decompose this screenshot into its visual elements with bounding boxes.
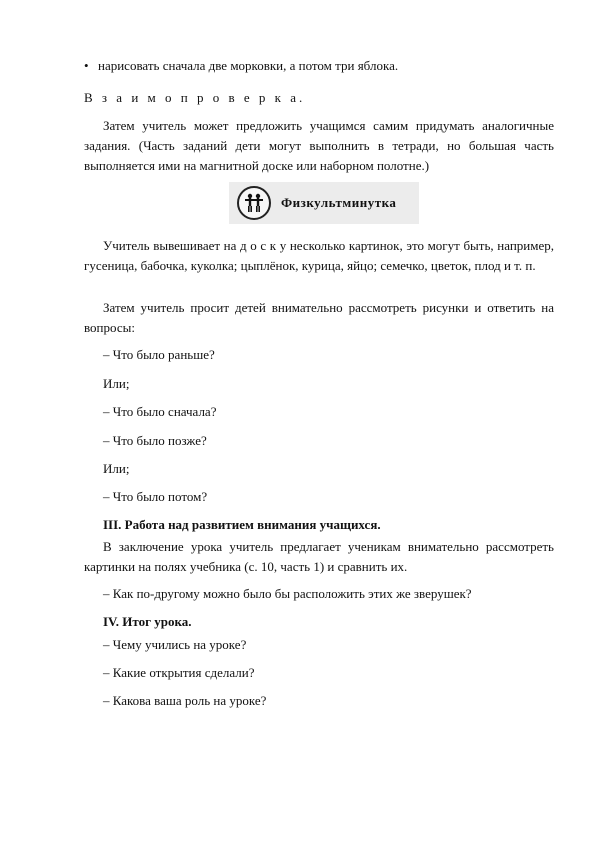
bullet-item [84,56,554,76]
physical-exercise-banner [229,182,419,224]
question-2: – Что было сначала? [103,404,217,419]
question-6: – Чему учились на уроке? [103,637,247,652]
bullet-dot: • [84,58,89,73]
bullet-text: нарисовать сначала две морковки, а потом три яблока. [98,58,399,73]
paragraph-4: В заключение урока учитель предлагает ученикам внимательно рассмотреть картинки на полях учебника (с. 10, часть 1) и сравнить их. [84,539,554,574]
paragraph-3: Затем учитель просит детей внимательно рассмотреть рисунки и ответить на вопросы: [84,300,554,335]
question-4: – Что было потом? [103,489,208,504]
question-1: – Что было раньше? [103,347,215,362]
question-8: – Какова ваша роль на уроке? [103,693,267,708]
question-3: – Что было позже? [103,433,207,448]
or-line-2: Или; [103,461,130,476]
section-4-heading: IV. Итог урока. [103,614,192,629]
section-3-heading: III. Работа над развитием внимания учащихся. [103,517,381,532]
paragraph-1: Затем учитель может предложить учащимся самим придумать аналогичные задания. (Часть заданий дети могут выполнить в тетради, но большая часть выполняется ими на магнитной доске или наборном полотне.) [84,118,554,173]
paragraph-2: Учитель вывешивает на д о с к у несколько картинок, это могут быть, например, гусеница, бабочка, куколка; цыплёнок, курица, яйцо; семечко, цветок, плод и т. п. [84,238,554,273]
heading-mutual-check: В з а и м о п р о в е р к а. [84,90,306,105]
question-7: – Какие открытия сделали? [103,665,255,680]
question-5: – Как по-другому можно было бы расположить этих же зверушек? [103,586,472,601]
or-line-1: Или; [103,376,130,391]
banner-label: Физкультминутка [281,195,397,210]
exercise-figures-icon [237,186,271,220]
